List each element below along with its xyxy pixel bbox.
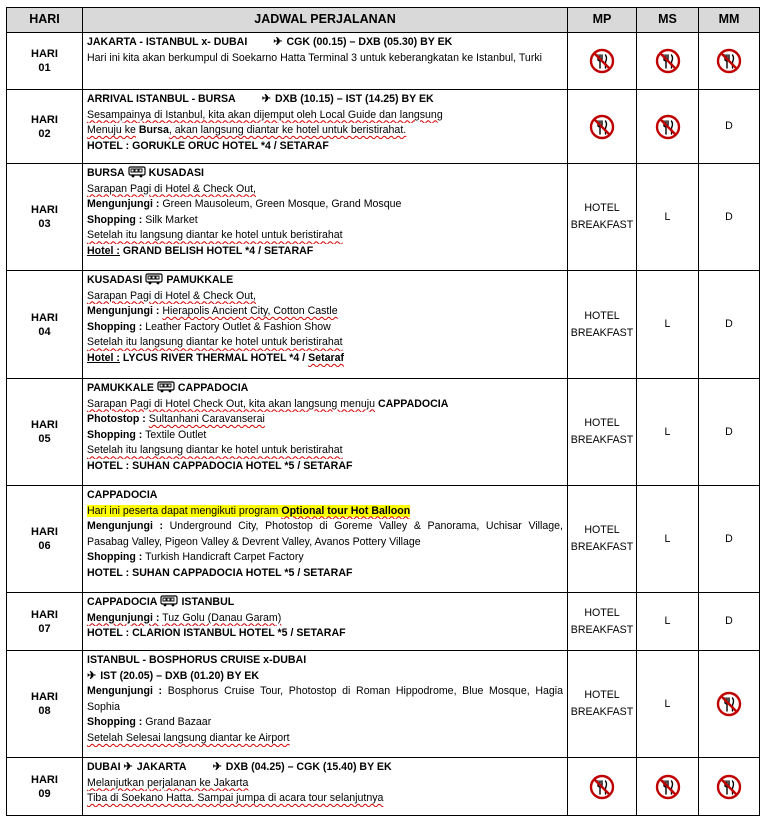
day-cell	[7, 271, 83, 379]
route-from: CAPPADOCIA	[87, 596, 158, 608]
table-row	[7, 90, 760, 164]
label-shopping: Shopping :	[87, 551, 143, 564]
label-shopping: Shopping :	[87, 320, 143, 333]
label-photostop: Photostop :	[87, 413, 146, 426]
schedule-cell	[83, 758, 568, 816]
visit-list: Hierapolis Ancient City, Cotton Castle	[162, 305, 338, 318]
label-shopping: Shopping :	[87, 213, 143, 226]
route-title: ARRIVAL ISTANBUL - BURSA	[87, 93, 236, 105]
flight-info: CGK (00.15) – DXB (05.30) BY EK	[286, 36, 453, 48]
table-row	[7, 758, 760, 816]
schedule-cell	[83, 271, 568, 379]
mp-cell: HOTEL BREAKFAST	[568, 379, 637, 486]
hotel-info: GRAND BELISH HOTEL *4 / SETARAF	[122, 244, 314, 257]
visit-list: Bosphorus Cruise Tour, Photostop di Roman Hippodrome, Blue Mosque, Hagia Sophia	[87, 685, 563, 713]
mp-cell: HOTEL BREAKFAST	[568, 651, 637, 758]
day-cell	[7, 90, 83, 164]
label-visit: Mengunjungi :	[87, 198, 160, 211]
route-to: CAPPADOCIA	[177, 382, 249, 394]
table-row	[7, 593, 760, 651]
header-mm: MM	[699, 8, 760, 33]
label-hotel: Hotel :	[87, 244, 120, 257]
ms-cell: L	[637, 593, 699, 651]
header-day: HARI	[7, 8, 83, 33]
plane-icon: ✈	[261, 93, 271, 105]
route-title: CAPPADOCIA	[87, 489, 158, 501]
day-label: HARI 01	[31, 48, 58, 74]
day-label: HARI 03	[31, 204, 58, 230]
bus-icon	[160, 595, 178, 607]
description: Sarapan Pagi di Hotel Check Out, kita akan langsung menuju	[87, 397, 375, 410]
table-row	[7, 33, 760, 90]
flight-info: IST (20.05) – DXB (01.20) BY EK	[100, 669, 259, 682]
ms-cell: L	[637, 651, 699, 758]
day-label: HARI 07	[31, 608, 58, 635]
route-from: DUBAI	[87, 761, 121, 773]
route-from: KUSADASI	[87, 274, 143, 286]
description: Sarapan Pagi di Hotel & Check Out,	[87, 289, 257, 302]
day-cell	[7, 651, 83, 758]
day-cell	[7, 593, 83, 651]
description: Sesampainya di Istanbul, kita akan dijemput oleh Local Guide dan langsung	[87, 108, 443, 121]
day-cell	[7, 33, 83, 90]
header-schedule: JADWAL PERJALANAN	[83, 8, 568, 33]
description: Setelah itu langsung diantar ke hotel untuk beristirahat	[87, 444, 343, 457]
route-from: PAMUKKALE	[87, 382, 154, 394]
header-mp: MP	[568, 8, 637, 33]
schedule-cell	[83, 379, 568, 486]
mp-cell	[568, 758, 637, 816]
table-row	[7, 164, 760, 271]
label-visit: Mengunjungi :	[87, 305, 160, 318]
no-meal-icon	[655, 114, 681, 140]
hotel-info: HOTEL : CLARION ISTANBUL HOTEL *5 / SETARAF	[87, 627, 346, 640]
table-row	[7, 651, 760, 758]
visit-list: Tuz Golu (Danau Garam)	[162, 611, 282, 624]
header-row	[7, 8, 760, 33]
description: , akan langsung diantar ke hotel untuk beristirahat.	[168, 124, 407, 137]
visit-list: Underground City, Photostop di Goreme Valley & Panorama, Uchisar Village, Pasabag Valley, Pigeon Valley & Devrent Valley, Avanos Pottery Village	[87, 520, 563, 548]
no-meal-icon	[716, 774, 742, 800]
description: Sarapan Pagi di Hotel & Check Out,	[87, 182, 257, 195]
plane-icon: ✈	[123, 761, 133, 773]
route-to: JAKARTA	[136, 761, 187, 773]
plane-icon: ✈	[87, 669, 97, 682]
itinerary-table	[6, 7, 760, 816]
label-visit: Mengunjungi :	[87, 611, 160, 624]
no-meal-icon	[655, 48, 681, 74]
ms-cell	[637, 33, 699, 90]
plane-icon: ✈	[212, 761, 222, 773]
mm-cell: D	[699, 593, 760, 651]
schedule-cell	[83, 651, 568, 758]
schedule-cell	[83, 486, 568, 593]
label-visit: Mengunjungi :	[87, 520, 164, 533]
day-label: HARI 09	[31, 773, 58, 800]
day-label: HARI 04	[31, 311, 58, 338]
bus-icon	[128, 166, 146, 178]
route-to: PAMUKKALE	[166, 274, 234, 286]
no-meal-icon	[589, 48, 615, 74]
mp-cell: HOTEL BREAKFAST	[568, 593, 637, 651]
photostop-list: Sultanhani Caravanserai	[148, 413, 265, 426]
route-to: ISTANBUL	[181, 596, 235, 608]
shopping-list: Grand Bazaar	[145, 716, 212, 729]
plane-icon: ✈	[273, 36, 283, 48]
description: Setelah Selesai langsung diantar ke Airport	[87, 731, 290, 744]
mp-cell: HOTEL BREAKFAST	[568, 271, 637, 379]
hotel-info: LYCUS RIVER THERMAL HOTEL *4 /	[122, 351, 306, 364]
shopping-list: Leather Factory Outlet & Fashion Show	[145, 320, 331, 333]
label-shopping: Shopping :	[87, 428, 143, 441]
table-row	[7, 379, 760, 486]
hotel-class: Setaraf	[308, 351, 345, 364]
no-meal-icon	[589, 114, 615, 140]
schedule-cell	[83, 33, 568, 90]
ms-cell: L	[637, 164, 699, 271]
mm-cell: D	[699, 271, 760, 379]
table-row	[7, 486, 760, 593]
bus-icon	[145, 273, 163, 285]
route-title: JAKARTA - ISTANBUL x- DUBAI	[87, 36, 248, 48]
ms-cell	[637, 758, 699, 816]
day-cell	[7, 379, 83, 486]
day-cell	[7, 164, 83, 271]
mp-cell: HOTEL BREAKFAST	[568, 486, 637, 593]
day-label: HARI 08	[31, 691, 58, 717]
flight-info: DXB (10.15) – IST (14.25) BY EK	[274, 93, 434, 105]
mm-cell: D	[699, 164, 760, 271]
description: Melanjutkan perjalanan ke Jakarta	[87, 776, 249, 789]
mm-cell	[699, 33, 760, 90]
day-label: HARI 05	[31, 419, 58, 445]
no-meal-icon	[716, 48, 742, 74]
route-to: KUSADASI	[148, 167, 204, 179]
ms-cell: L	[637, 271, 699, 379]
mp-cell: HOTEL BREAKFAST	[568, 164, 637, 271]
no-meal-icon	[716, 691, 742, 717]
mm-cell: D	[699, 90, 760, 164]
schedule-cell	[83, 164, 568, 271]
hotel-info: HOTEL : GORUKLE ORUC HOTEL *4 / SETARAF	[87, 139, 329, 152]
description: Hari ini peserta dapat mengikuti program	[87, 504, 279, 517]
day-label: HARI 06	[31, 526, 58, 552]
ms-cell: L	[637, 379, 699, 486]
table-row	[7, 271, 760, 379]
description: Menuju ke	[87, 124, 136, 137]
mp-cell	[568, 90, 637, 164]
label-hotel: Hotel :	[87, 351, 120, 364]
mm-cell: D	[699, 486, 760, 593]
schedule-cell	[83, 593, 568, 651]
description: Setelah itu langsung diantar ke hotel untuk beristirahat	[87, 336, 343, 349]
mm-cell: D	[699, 379, 760, 486]
no-meal-icon	[589, 774, 615, 800]
bus-icon	[157, 381, 175, 393]
mm-cell	[699, 651, 760, 758]
city-name: Bursa	[138, 124, 169, 137]
day-cell	[7, 486, 83, 593]
shopping-list: Turkish Handicraft Carpet Factory	[145, 551, 304, 564]
day-cell	[7, 758, 83, 816]
header-ms: MS	[637, 8, 699, 33]
route-from: BURSA	[87, 167, 125, 179]
description: Hari ini kita akan berkumpul di Soekarno Hatta Terminal 3 untuk keberangkatan ke Istanbul, Turki	[87, 51, 542, 64]
label-visit: Mengunjungi :	[87, 685, 163, 698]
schedule-cell	[83, 90, 568, 164]
shopping-list: Silk Market	[145, 213, 198, 226]
ms-cell: L	[637, 486, 699, 593]
shopping-list: Textile Outlet	[145, 428, 207, 441]
description: Setelah itu langsung diantar ke hotel untuk beristirahat	[87, 229, 343, 242]
mm-cell	[699, 758, 760, 816]
route-title: ISTANBUL - BOSPHORUS CRUISE x-DUBAI	[87, 654, 307, 666]
no-meal-icon	[655, 774, 681, 800]
city-name: CAPPADOCIA	[377, 397, 449, 410]
visit-list: Green Mausoleum, Green Mosque, Grand Mosque	[162, 198, 402, 211]
hotel-info: HOTEL : SUHAN CAPPADOCIA HOTEL *5 / SETARAF	[87, 459, 353, 472]
description: Tiba di Soekano Hatta. Sampai jumpa di acara tour selanjutnya	[87, 792, 384, 805]
mp-cell	[568, 33, 637, 90]
ms-cell	[637, 90, 699, 164]
flight-info: DXB (04.25) – CGK (15.40) BY EK	[225, 761, 392, 773]
optional-tour: Optional tour Hot Balloon	[281, 504, 411, 517]
day-label: HARI 02	[31, 113, 58, 140]
label-shopping: Shopping :	[87, 716, 143, 729]
itinerary-table-wrapper	[6, 7, 760, 816]
hotel-info: HOTEL : SUHAN CAPPADOCIA HOTEL *5 / SETARAF	[87, 566, 353, 579]
